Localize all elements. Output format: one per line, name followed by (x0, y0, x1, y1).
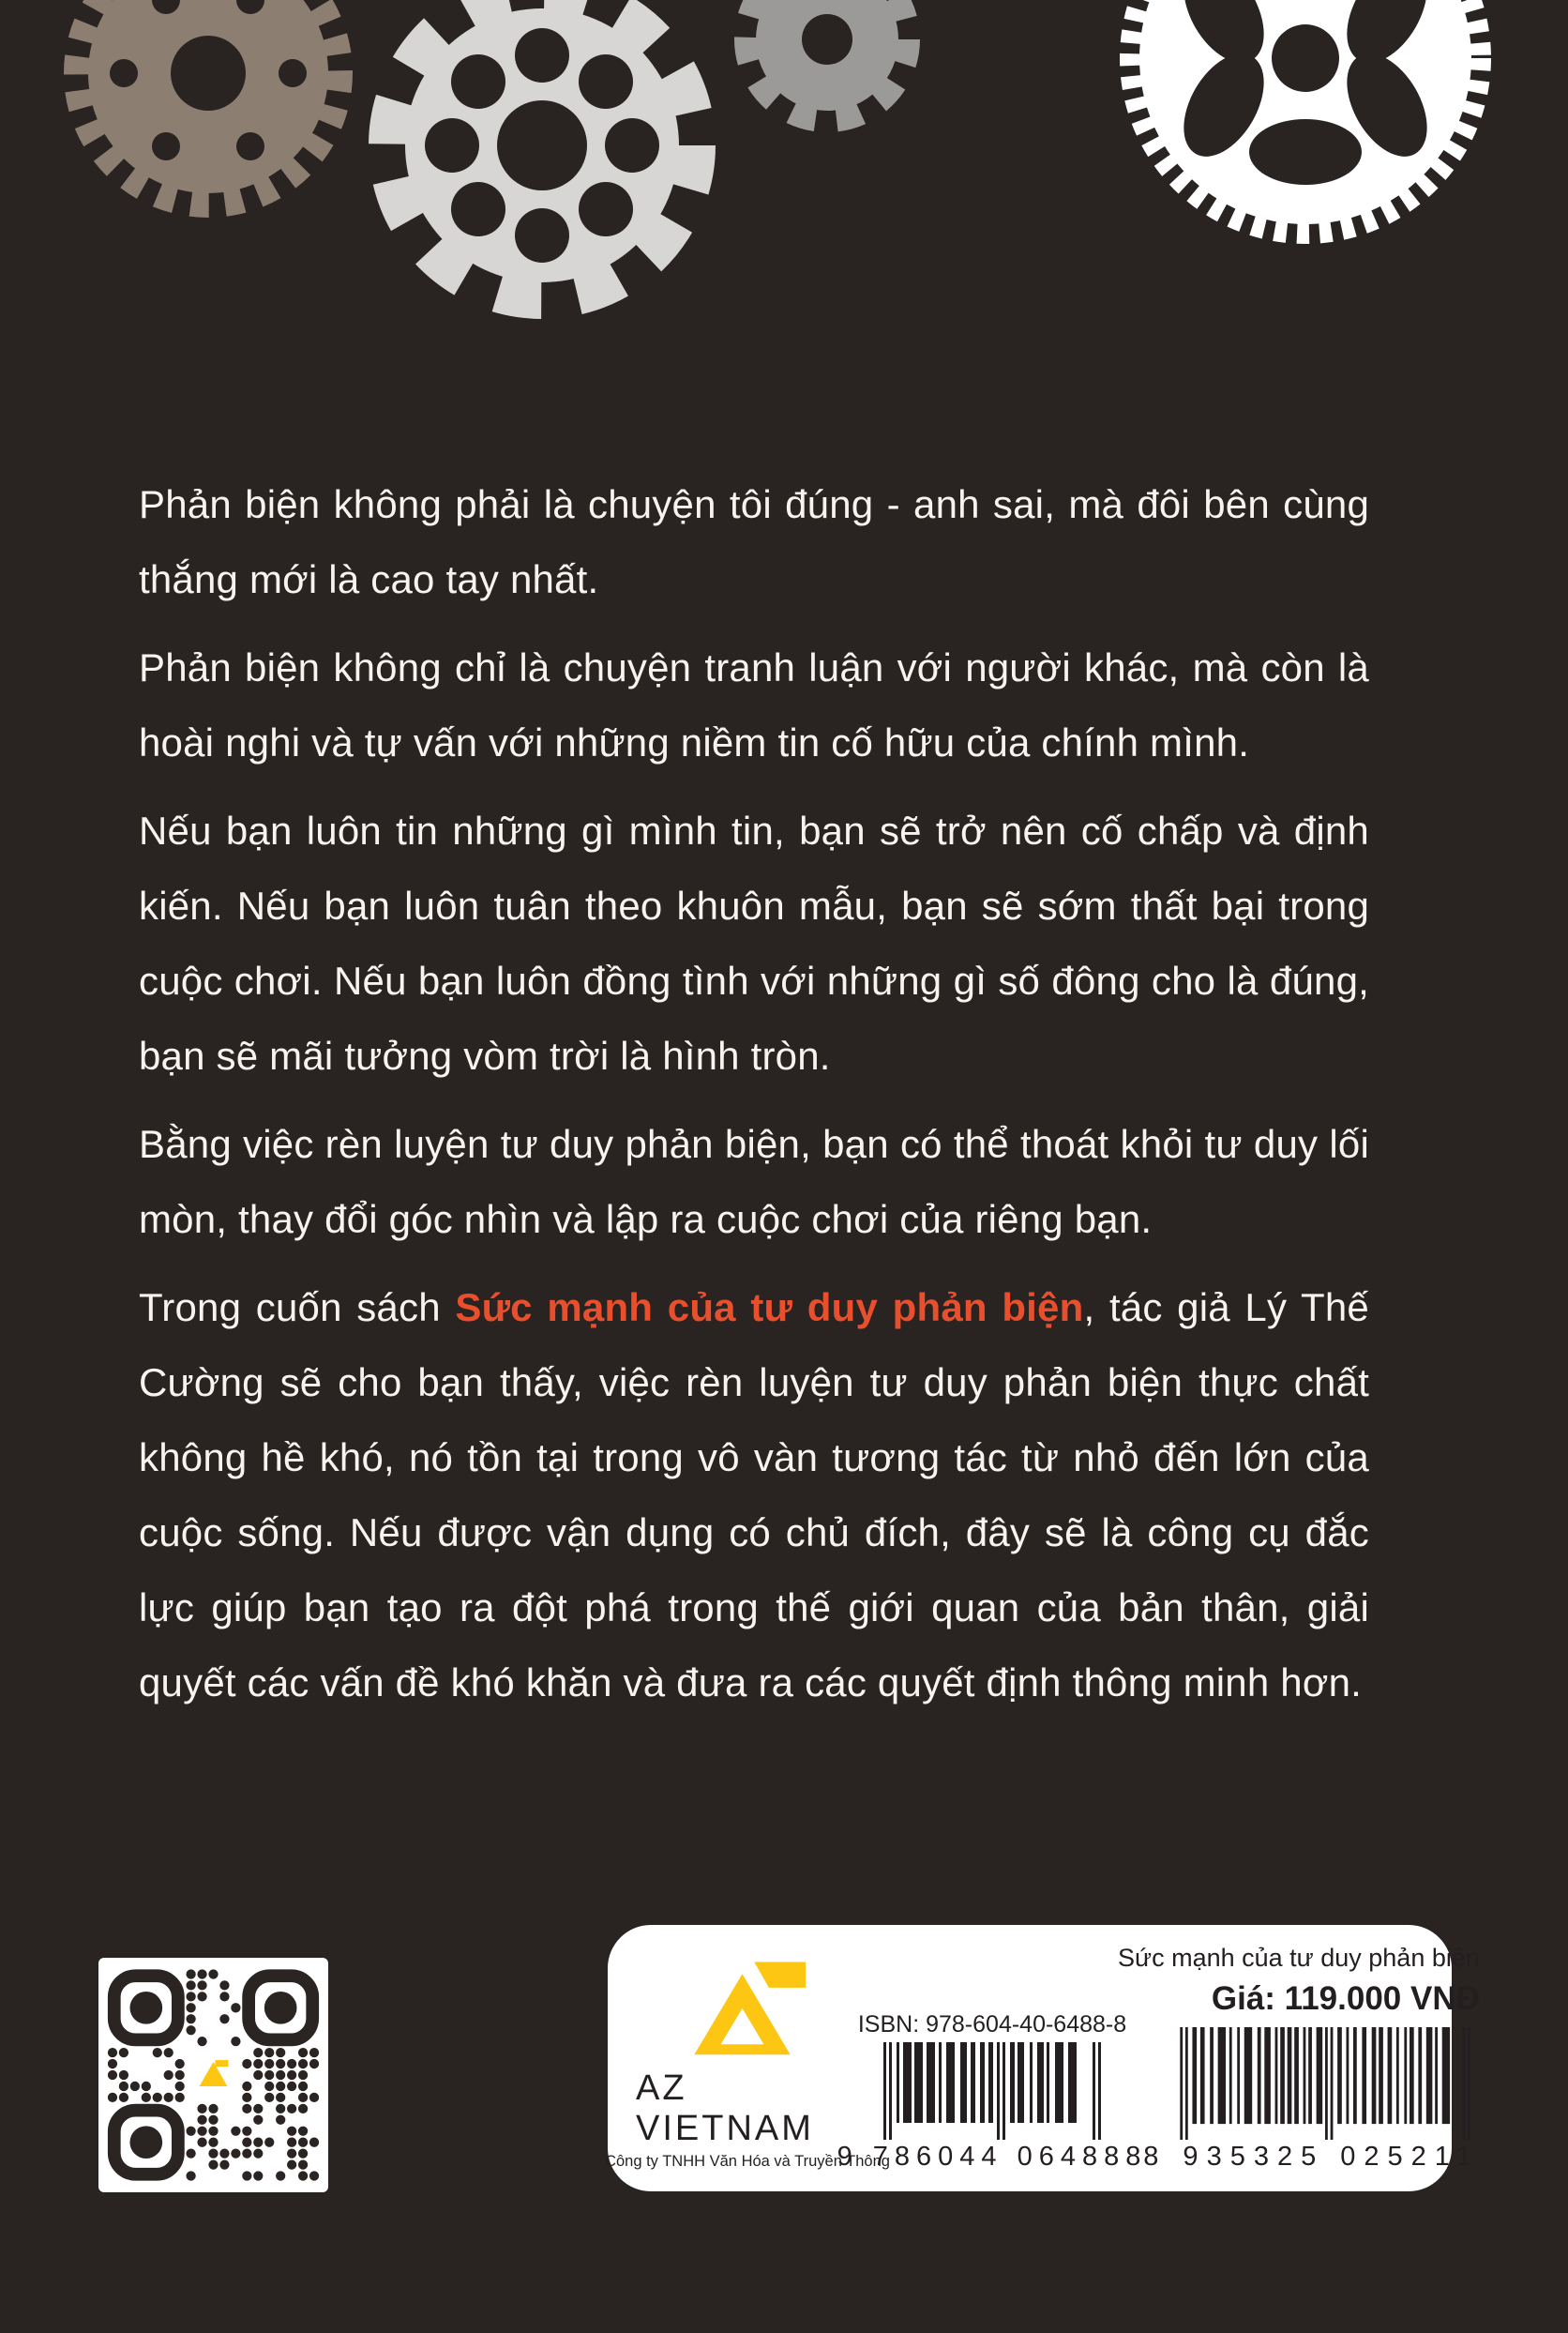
az-vietnam-logo-icon (687, 1954, 807, 2059)
publisher-block (605, 1942, 890, 2173)
sprocket-icon (1131, 0, 1480, 233)
ean-digits: 8 935325 025211 (1143, 2142, 1480, 2172)
isbn-text: ISBN: 978-604-40-6488-8 (857, 2011, 1127, 2038)
final-paragraph-prefix: Trong cuốn sách (139, 1285, 456, 1329)
qr-code (98, 1958, 328, 2192)
final-paragraph-suffix: , tác giả Lý Thế Cường sẽ cho bạn thấy, việc rèn luyện tư duy phản biện thực chất không hề khó, nó tồn tại trong vô vàn tương tác từ nhỏ đến lớn của cuộc sống. Nếu được vận dụng có chủ đích, đây sẽ là công cụ đắc lực giúp bạn tạo ra đột phá trong thế giới quan của bản thân, giải quyết các vấn đề khó khăn và đưa ra các quyết định thông minh hơn. (139, 1285, 1369, 1704)
price-label (605, 1925, 1480, 2191)
blurb-paragraph: Bằng việc rèn luyện tư duy phản biện, bạn có thể thoát khỏi tư duy lối mòn, thay đổi góc nhìn và lập ra cuộc chơi của riêng bạn. (139, 1122, 1369, 1241)
isbn-barcode (883, 2042, 1101, 2140)
blurb-paragraph-final (139, 1270, 1369, 1720)
publisher-company: Công ty TNHH Văn Hóa và Truyền Thông (605, 2153, 890, 2170)
ean-barcode (1170, 2027, 1480, 2140)
blurb-paragraph: Phản biện không phải là chuyện tôi đúng - anh sai, mà đôi bên cùng thắng mới là cao tay nhất. (139, 482, 1369, 601)
price-text: Giá: 119.000 VNĐ (1211, 1980, 1480, 2017)
gear-light-icon (392, 0, 692, 295)
isbn-digits: 9 786044 064888 (837, 2142, 1148, 2172)
gears-decoration (0, 0, 1568, 356)
publisher-name: AZ VIETNAM (636, 2068, 814, 2148)
blurb (139, 467, 1369, 1734)
price-block (1118, 1942, 1480, 2173)
label-book-title: Sức mạnh của tư duy phản biện (1118, 1944, 1480, 1972)
blurb-paragraph: Nếu bạn luôn tin những gì mình tin, bạn sẽ trở nên cố chấp và định kiến. Nếu bạn luôn tuân theo khuôn mẫu, bạn sẽ sớm thất bại trong cuộc chơi. Nếu bạn luôn đồng tình với những gì số đông cho là đúng, bạn sẽ mãi tưởng vòm trời là hình tròn. (139, 809, 1369, 1078)
gear-mid-icon (748, 0, 906, 118)
qr-code-pattern (107, 1966, 320, 2184)
book-title-highlight: Sức mạnh của tư duy phản biện (455, 1285, 1084, 1329)
gear-brown-icon (79, 0, 338, 203)
isbn-block (837, 1942, 1148, 2173)
blurb-paragraph: Phản biện không chỉ là chuyện tranh luận với người khác, mà còn là hoài nghi và tự vấn với những niềm tin cố hữu của chính mình. (139, 645, 1369, 765)
